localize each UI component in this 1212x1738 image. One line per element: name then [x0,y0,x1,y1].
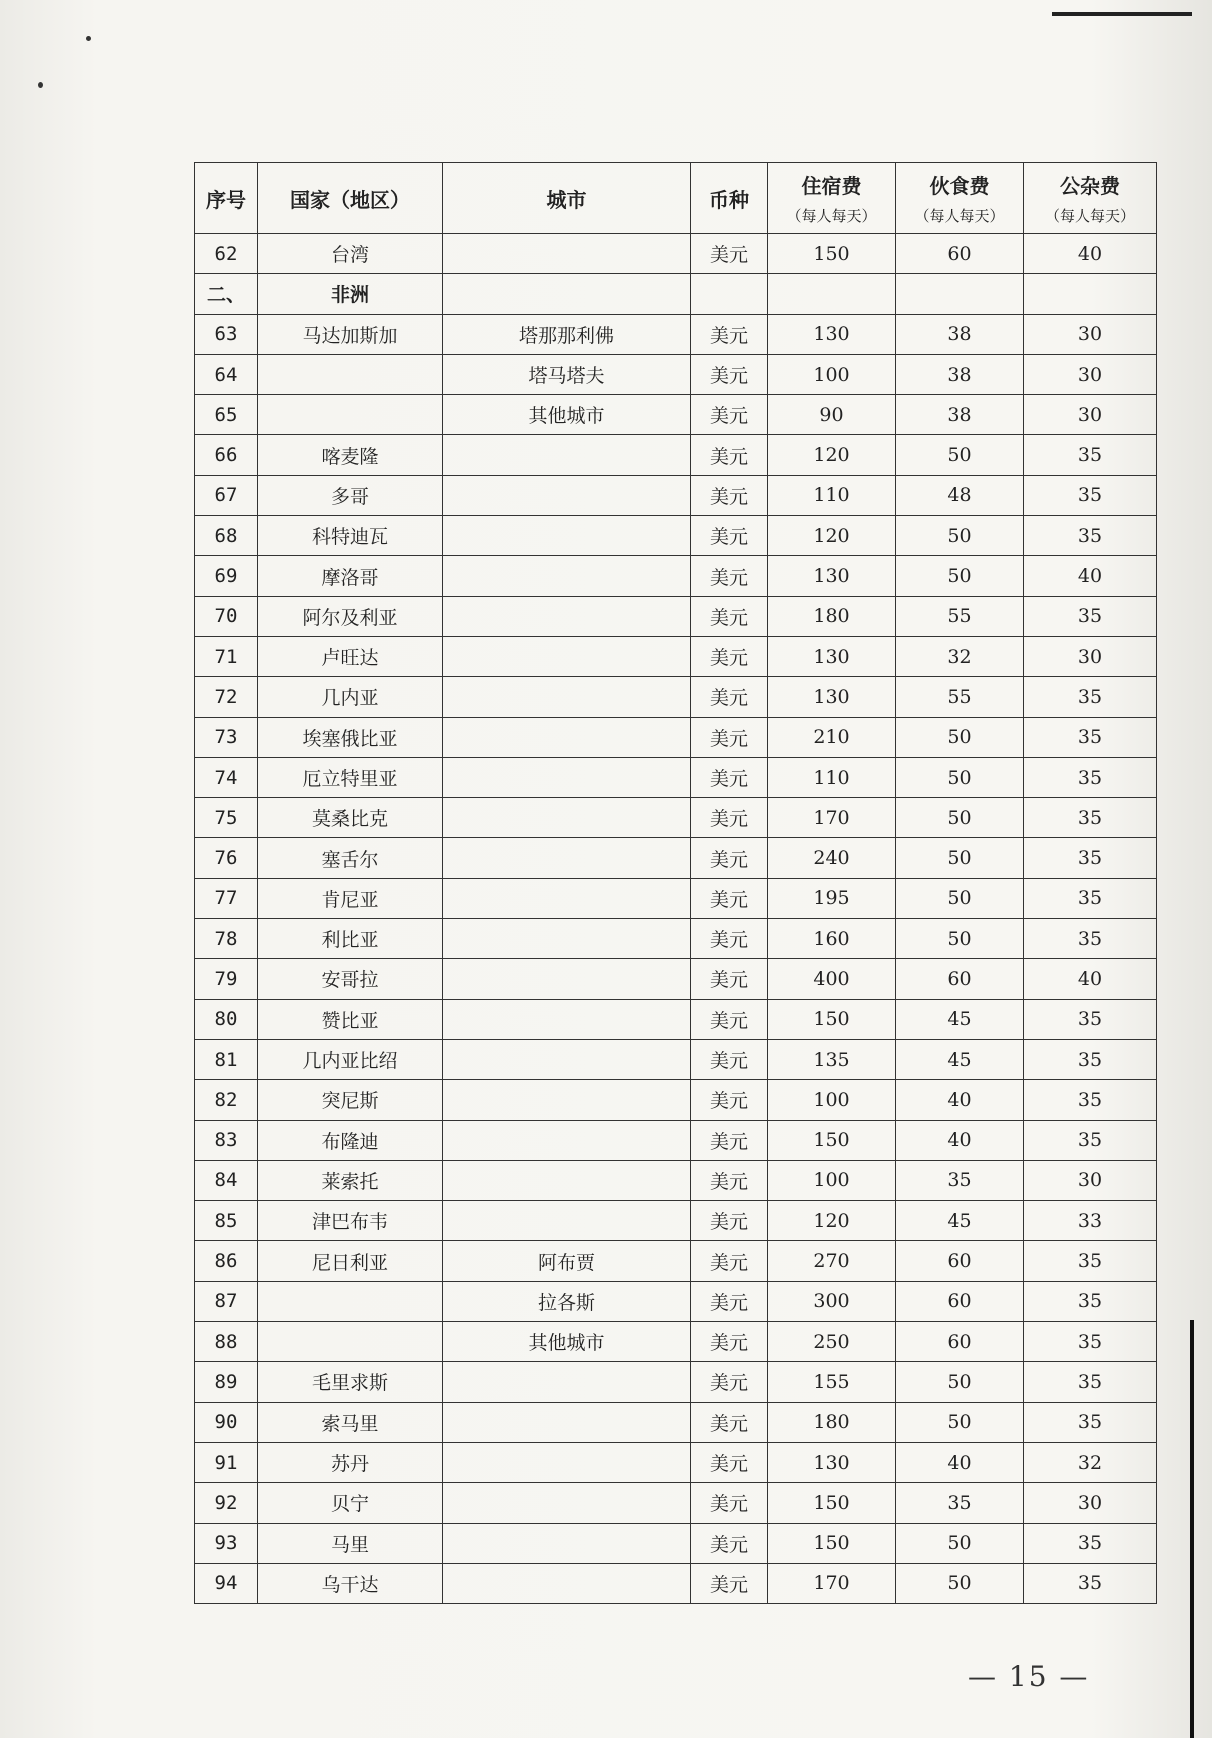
table-row [195,919,1157,959]
cell-misc: 35 [1024,1241,1157,1281]
cell-lodging: 120 [768,435,896,475]
cell-lodging: 110 [768,757,896,797]
cell-lodging: 130 [768,677,896,717]
cell-misc: 35 [1024,475,1157,515]
cell-currency: 美元 [691,757,768,797]
cell-country: 莫桑比克 [258,798,443,838]
cell-misc: 35 [1024,1362,1157,1402]
table-row [195,959,1157,999]
cell-lodging: 110 [768,475,896,515]
cell-currency: 美元 [691,1362,768,1402]
cell-seq: 78 [195,919,258,959]
cell-currency: 美元 [691,234,768,274]
cell-city [443,878,691,918]
cell-currency: 美元 [691,1442,768,1482]
cell-misc: 30 [1024,636,1157,676]
cell-city [443,1483,691,1523]
cell-city [443,919,691,959]
cell-currency: 美元 [691,435,768,475]
cell-misc: 33 [1024,1201,1157,1241]
cell-meals: 32 [896,636,1024,676]
cell-city: 其他城市 [443,395,691,435]
cell-lodging: 150 [768,1523,896,1563]
cell-currency: 美元 [691,1483,768,1523]
table-row [195,395,1157,435]
cell-country: 苏丹 [258,1442,443,1482]
cell-country: 埃塞俄比亚 [258,717,443,757]
cell-meals: 55 [896,596,1024,636]
cell-seq: 88 [195,1322,258,1362]
cell-currency: 美元 [691,1080,768,1120]
cell-currency: 美元 [691,314,768,354]
cell-currency: 美元 [691,1120,768,1160]
cell-city: 拉各斯 [443,1281,691,1321]
table-row [195,1362,1157,1402]
cell-country: 几内亚比绍 [258,1039,443,1079]
cell-city [443,798,691,838]
cell-city [443,435,691,475]
cell-currency: 美元 [691,959,768,999]
cell-lodging: 170 [768,1563,896,1603]
cell-city [443,234,691,274]
cell-misc: 35 [1024,677,1157,717]
cell-meals: 50 [896,919,1024,959]
cell-misc: 35 [1024,838,1157,878]
cell-misc: 40 [1024,959,1157,999]
table-row [195,1201,1157,1241]
cell-country: 安哥拉 [258,959,443,999]
cell-lodging: 180 [768,1402,896,1442]
cell-misc: 30 [1024,1160,1157,1200]
cell-city [443,838,691,878]
cell-currency: 美元 [691,475,768,515]
cell-meals: 38 [896,354,1024,394]
allowance-table [194,162,1157,1604]
cell-lodging: 130 [768,1442,896,1482]
cell-lodging: 100 [768,354,896,394]
cell-currency: 美元 [691,1563,768,1603]
header-city: 城市 [443,163,691,234]
cell-seq: 68 [195,516,258,556]
table-row [195,475,1157,515]
cell-misc: 32 [1024,1442,1157,1482]
cell-misc: 30 [1024,395,1157,435]
table-row [195,636,1157,676]
cell-meals: 60 [896,959,1024,999]
cell-meals: 50 [896,435,1024,475]
cell-seq: 86 [195,1241,258,1281]
cell-seq: 90 [195,1402,258,1442]
table-row [195,1281,1157,1321]
cell-lodging: 150 [768,234,896,274]
cell-country: 马里 [258,1523,443,1563]
table-row [195,838,1157,878]
cell-misc: 35 [1024,516,1157,556]
cell-city [443,1442,691,1482]
cell-country [258,1281,443,1321]
cell-meals: 50 [896,838,1024,878]
cell-misc: 40 [1024,234,1157,274]
cell-seq: 76 [195,838,258,878]
cell-seq: 63 [195,314,258,354]
cell-currency: 美元 [691,636,768,676]
cell-misc: 35 [1024,919,1157,959]
cell-meals: 50 [896,717,1024,757]
cell-lodging: 130 [768,556,896,596]
cell-city [443,596,691,636]
cell-currency: 美元 [691,878,768,918]
cell-currency: 美元 [691,798,768,838]
cell-currency: 美元 [691,677,768,717]
cell-lodging: 180 [768,596,896,636]
cell-currency: 美元 [691,395,768,435]
cell-country [258,354,443,394]
table-row [195,1080,1157,1120]
cell-city [443,1362,691,1402]
cell-meals: 50 [896,878,1024,918]
cell-country: 喀麦隆 [258,435,443,475]
cell-city: 塔马塔夫 [443,354,691,394]
table-row [195,1160,1157,1200]
cell-misc: 30 [1024,354,1157,394]
cell-seq: 69 [195,556,258,596]
scan-edge-right [1190,1320,1194,1738]
cell-city [443,1080,691,1120]
cell-seq: 94 [195,1563,258,1603]
cell-meals: 40 [896,1080,1024,1120]
cell-city [443,1523,691,1563]
page-number: — 15 — [968,1660,1090,1693]
cell-misc: 35 [1024,757,1157,797]
table-body [195,234,1157,1604]
cell-country: 卢旺达 [258,636,443,676]
cell-meals: 55 [896,677,1024,717]
cell-seq: 72 [195,677,258,717]
cell-meals: 50 [896,1402,1024,1442]
cell-meals: 45 [896,999,1024,1039]
cell-misc: 35 [1024,596,1157,636]
cell-meals: 50 [896,1523,1024,1563]
table-row [195,1039,1157,1079]
cell-meals: 60 [896,1281,1024,1321]
cell-lodging: 160 [768,919,896,959]
cell-lodging: 270 [768,1241,896,1281]
cell-misc: 35 [1024,435,1157,475]
cell-meals: 50 [896,516,1024,556]
cell-meals: 50 [896,1563,1024,1603]
cell-currency: 美元 [691,717,768,757]
cell-currency: 美元 [691,1201,768,1241]
cell-lodging [768,274,896,314]
header-lodging: 住宿费 （每人每天） [768,163,896,234]
cell-country: 津巴布韦 [258,1201,443,1241]
cell-currency: 美元 [691,838,768,878]
cell-country [258,395,443,435]
cell-meals: 40 [896,1442,1024,1482]
cell-meals: 50 [896,1362,1024,1402]
cell-lodging: 300 [768,1281,896,1321]
cell-lodging: 150 [768,1120,896,1160]
cell-currency: 美元 [691,1402,768,1442]
cell-city [443,274,691,314]
cell-country: 索马里 [258,1402,443,1442]
table-header-row [195,163,1157,234]
table-row [195,435,1157,475]
cell-meals: 50 [896,556,1024,596]
cell-meals: 60 [896,1322,1024,1362]
cell-city: 塔那那利佛 [443,314,691,354]
cell-city [443,757,691,797]
cell-lodging: 250 [768,1322,896,1362]
cell-country: 赞比亚 [258,999,443,1039]
scan-speck [38,82,43,88]
cell-misc: 35 [1024,1080,1157,1120]
cell-misc: 30 [1024,1483,1157,1523]
cell-city [443,959,691,999]
table-row [195,354,1157,394]
table-row [195,1563,1157,1603]
cell-misc: 40 [1024,556,1157,596]
cell-country: 塞舌尔 [258,838,443,878]
table-row [195,1442,1157,1482]
cell-meals: 50 [896,757,1024,797]
cell-seq: 83 [195,1120,258,1160]
cell-city [443,677,691,717]
cell-currency: 美元 [691,919,768,959]
cell-lodging: 120 [768,516,896,556]
cell-currency: 美元 [691,1160,768,1200]
cell-currency: 美元 [691,354,768,394]
cell-misc: 35 [1024,999,1157,1039]
cell-city [443,556,691,596]
table-row [195,1322,1157,1362]
cell-misc: 30 [1024,314,1157,354]
section-row [195,274,1157,314]
cell-meals: 40 [896,1120,1024,1160]
cell-seq: 84 [195,1160,258,1200]
cell-lodging: 400 [768,959,896,999]
cell-seq: 87 [195,1281,258,1321]
cell-country [258,1322,443,1362]
cell-meals [896,274,1024,314]
table-row [195,1120,1157,1160]
cell-misc: 35 [1024,1322,1157,1362]
cell-city [443,717,691,757]
table-row [195,556,1157,596]
table-row [195,757,1157,797]
cell-country: 非洲 [258,274,443,314]
table-row [195,596,1157,636]
table-row [195,999,1157,1039]
cell-country: 利比亚 [258,919,443,959]
table-row [195,1241,1157,1281]
cell-country: 毛里求斯 [258,1362,443,1402]
cell-country: 厄立特里亚 [258,757,443,797]
cell-seq: 80 [195,999,258,1039]
cell-misc [1024,274,1157,314]
cell-country: 布隆迪 [258,1120,443,1160]
cell-seq: 65 [195,395,258,435]
cell-misc: 35 [1024,798,1157,838]
cell-country: 莱索托 [258,1160,443,1200]
table-row [195,516,1157,556]
cell-city [443,1201,691,1241]
scan-edge-top [1052,12,1192,16]
cell-city [443,516,691,556]
cell-city [443,1039,691,1079]
cell-currency [691,274,768,314]
cell-country: 肯尼亚 [258,878,443,918]
cell-currency: 美元 [691,1039,768,1079]
header-seq: 序号 [195,163,258,234]
cell-city [443,1120,691,1160]
cell-city [443,999,691,1039]
cell-currency: 美元 [691,596,768,636]
cell-seq: 二、 [195,274,258,314]
cell-lodging: 130 [768,636,896,676]
header-misc: 公杂费 （每人每天） [1024,163,1157,234]
cell-lodging: 130 [768,314,896,354]
cell-seq: 75 [195,798,258,838]
cell-country: 几内亚 [258,677,443,717]
cell-lodging: 90 [768,395,896,435]
cell-seq: 73 [195,717,258,757]
cell-meals: 45 [896,1201,1024,1241]
cell-country: 贝宁 [258,1483,443,1523]
cell-seq: 82 [195,1080,258,1120]
cell-seq: 92 [195,1483,258,1523]
cell-lodging: 170 [768,798,896,838]
cell-seq: 79 [195,959,258,999]
cell-currency: 美元 [691,999,768,1039]
cell-meals: 35 [896,1160,1024,1200]
cell-meals: 60 [896,234,1024,274]
cell-meals: 38 [896,395,1024,435]
cell-city: 阿布贾 [443,1241,691,1281]
table-row [195,798,1157,838]
table-row [195,1523,1157,1563]
cell-country: 多哥 [258,475,443,515]
header-country: 国家（地区） [258,163,443,234]
table-row [195,1402,1157,1442]
cell-city [443,636,691,676]
cell-country: 突尼斯 [258,1080,443,1120]
cell-currency: 美元 [691,556,768,596]
cell-seq: 66 [195,435,258,475]
cell-lodging: 120 [768,1201,896,1241]
cell-misc: 35 [1024,1281,1157,1321]
cell-seq: 62 [195,234,258,274]
cell-seq: 85 [195,1201,258,1241]
cell-currency: 美元 [691,1322,768,1362]
cell-misc: 35 [1024,878,1157,918]
cell-seq: 77 [195,878,258,918]
cell-lodging: 195 [768,878,896,918]
cell-seq: 71 [195,636,258,676]
cell-meals: 60 [896,1241,1024,1281]
cell-currency: 美元 [691,516,768,556]
cell-city: 其他城市 [443,1322,691,1362]
cell-lodging: 155 [768,1362,896,1402]
cell-country: 尼日利亚 [258,1241,443,1281]
cell-city [443,1563,691,1603]
cell-meals: 50 [896,798,1024,838]
cell-lodging: 150 [768,999,896,1039]
cell-currency: 美元 [691,1241,768,1281]
cell-country: 马达加斯加 [258,314,443,354]
cell-meals: 45 [896,1039,1024,1079]
cell-seq: 89 [195,1362,258,1402]
cell-country: 台湾 [258,234,443,274]
cell-lodging: 150 [768,1483,896,1523]
cell-country: 摩洛哥 [258,556,443,596]
cell-lodging: 135 [768,1039,896,1079]
header-currency: 币种 [691,163,768,234]
cell-country: 科特迪瓦 [258,516,443,556]
cell-country: 乌干达 [258,1563,443,1603]
table-row [195,314,1157,354]
table-row [195,234,1157,274]
cell-meals: 35 [896,1483,1024,1523]
cell-city [443,1160,691,1200]
cell-city [443,475,691,515]
table-row [195,1483,1157,1523]
cell-meals: 48 [896,475,1024,515]
cell-seq: 74 [195,757,258,797]
cell-currency: 美元 [691,1523,768,1563]
cell-lodging: 100 [768,1080,896,1120]
cell-misc: 35 [1024,1523,1157,1563]
table-row [195,717,1157,757]
cell-seq: 67 [195,475,258,515]
cell-currency: 美元 [691,1281,768,1321]
cell-misc: 35 [1024,1039,1157,1079]
cell-seq: 93 [195,1523,258,1563]
cell-misc: 35 [1024,1402,1157,1442]
cell-seq: 64 [195,354,258,394]
cell-lodging: 210 [768,717,896,757]
cell-lodging: 240 [768,838,896,878]
table-row [195,878,1157,918]
cell-seq: 81 [195,1039,258,1079]
cell-seq: 91 [195,1442,258,1482]
cell-misc: 35 [1024,717,1157,757]
cell-misc: 35 [1024,1120,1157,1160]
cell-city [443,1402,691,1442]
table-row [195,677,1157,717]
header-meals: 伙食费 （每人每天） [896,163,1024,234]
cell-meals: 38 [896,314,1024,354]
cell-seq: 70 [195,596,258,636]
cell-country: 阿尔及利亚 [258,596,443,636]
cell-lodging: 100 [768,1160,896,1200]
scan-speck [86,36,91,41]
cell-misc: 35 [1024,1563,1157,1603]
